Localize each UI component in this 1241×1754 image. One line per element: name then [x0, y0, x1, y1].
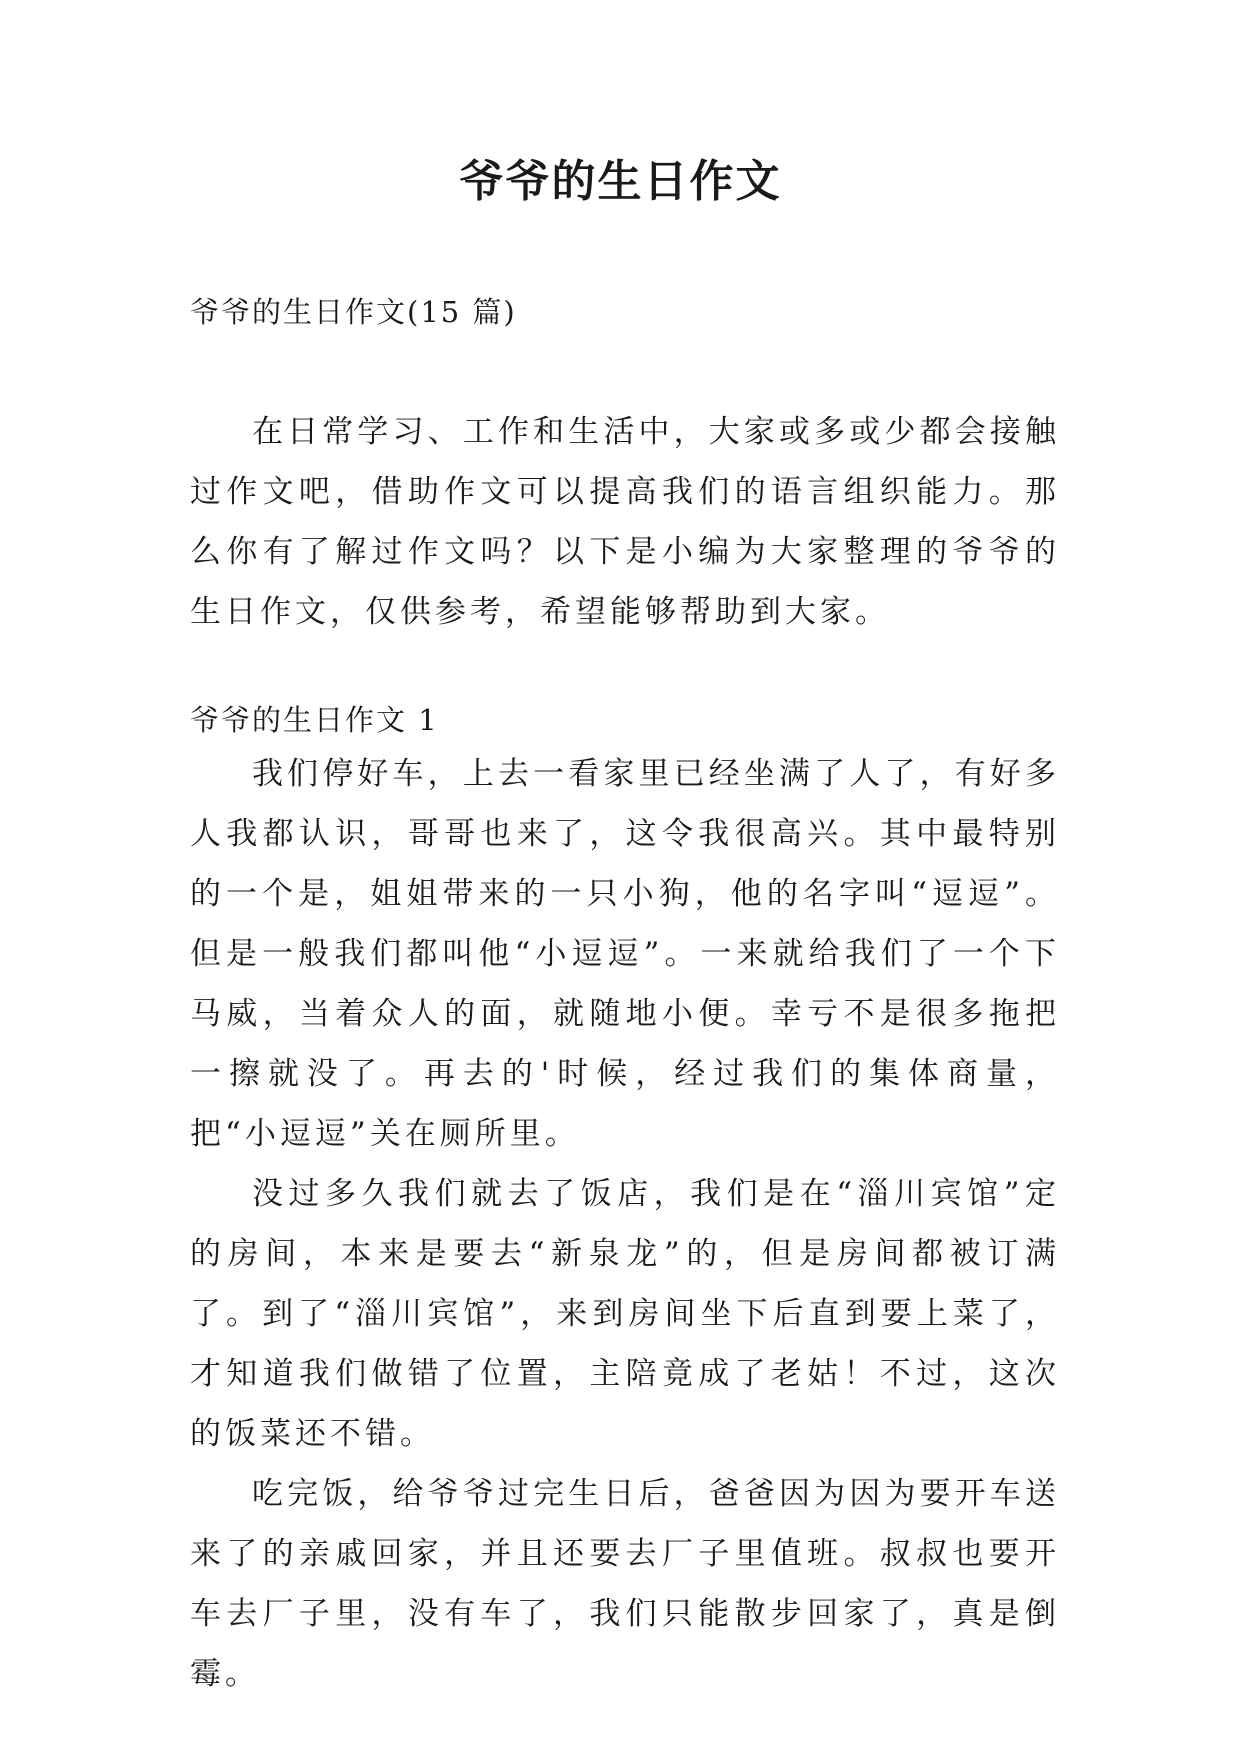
essay-paragraph-3: 吃完饭，给爷爷过完生日后，爸爸因为因为要开车送来了的亲戚回家，并且还要去厂子里值班。叔叔也要开车去厂子里，没有车了，我们只能散步回家了，真是倒霉。 [190, 1476, 1060, 1692]
essay-body [190, 744, 1060, 1704]
essay-paragraph-1: 我们停好车，上去一看家里已经坐满了人了，有好多人我都认识，哥哥也来了，这令我很高兴。其中最特别的一个是，姐姐带来的一只小狗，他的名字叫“逗逗”。但是一般我们都叫他“小逗逗”。一来就给我们了一个下马威，当着众人的面，就随地小便。幸亏不是很多拖把一擦就没了。再去的'时候，经过我们的集体商量，把“小逗逗”关在厕所里。 [190, 756, 1060, 1152]
essay-paragraph-2: 没过多久我们就去了饭店，我们是在“淄川宾馆”定的房间，本来是要去“新泉龙”的，但是房间都被订满了。到了“淄川宾馆”，来到房间坐下后直到要上菜了，才知道我们做错了位置，主陪竟成了老姑！不过，这次的饭菜还不错。 [190, 1176, 1060, 1452]
intro-block [190, 402, 1060, 642]
intro-paragraph: 在日常学习、工作和生活中，大家或多或少都会接触过作文吧，借助作文可以提高我们的语言组织能力。那么你有了解过作文吗？以下是小编为大家整理的爷爷的生日作文，仅供参考，希望能够帮助到大家。 [190, 414, 1060, 630]
document-subtitle: 爷爷的生日作文(15 篇) [190, 295, 517, 329]
document-title: 爷爷的生日作文 [459, 156, 782, 207]
section-heading: 爷爷的生日作文 1 [190, 703, 439, 737]
